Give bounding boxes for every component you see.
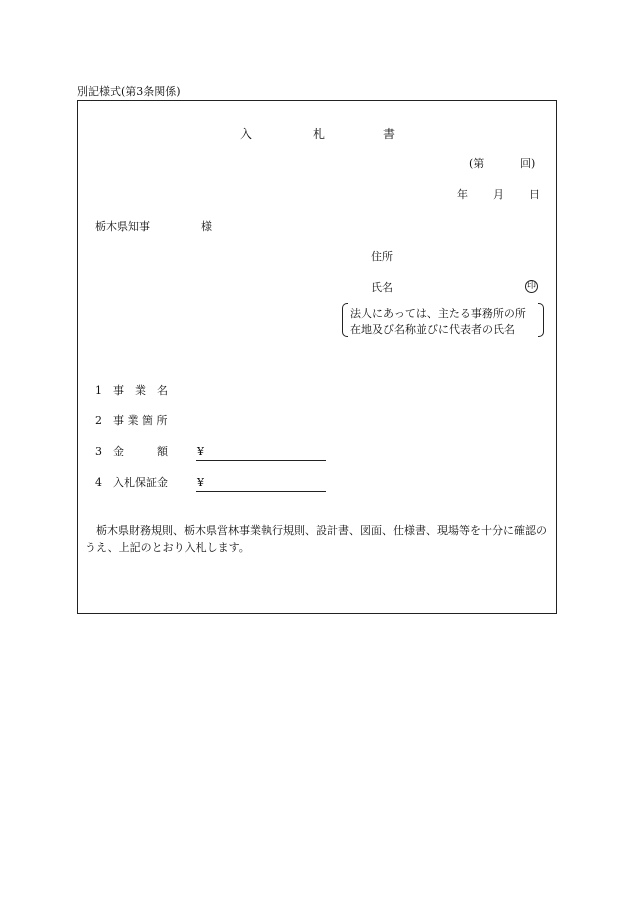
title-char-2: 札 (313, 127, 326, 141)
round-open: (第 (469, 157, 485, 170)
corporate-note (342, 302, 544, 338)
date-month: 月 (493, 188, 504, 201)
date-day: 日 (529, 188, 540, 201)
bracket-right (538, 303, 544, 337)
deposit-underline (196, 491, 326, 492)
item-1-number: 1 (95, 384, 102, 397)
item-4-label: 入札保証金 (113, 476, 168, 489)
item-4-yen: ¥ (197, 476, 204, 489)
addressee-honorific: 様 (201, 220, 212, 233)
item-1-label: 事 業 名 (113, 384, 168, 397)
note-line-1: 法人にあっては、主たる事務所の所 (350, 307, 526, 320)
note-line-2: 在地及び名称並びに代表者の氏名 (350, 323, 515, 336)
name-label: 氏名 (371, 281, 393, 294)
title-char-3: 書 (383, 127, 396, 141)
item-2-label: 事 業 箇 所 (113, 414, 168, 427)
bracket-left (342, 303, 348, 337)
title-char-1: 入 (240, 127, 253, 141)
item-4-number: 4 (95, 476, 102, 489)
item-3-label: 金 額 (113, 445, 168, 458)
item-3-number: 3 (95, 445, 102, 458)
addressee-name: 栃木県知事 (95, 220, 150, 233)
item-2-number: 2 (95, 414, 102, 427)
statement-text: 栃木県財務規則、栃木県営林事業執行規則、設計書、図面、仕様書、現場等を十分に確認のうえ、上記のとおり入札します。 (85, 524, 547, 554)
round-close: 回) (520, 157, 536, 170)
form-label: 別記様式(第3条関係) (77, 85, 181, 98)
item-3-yen: ¥ (197, 445, 204, 458)
date-year: 年 (457, 188, 468, 201)
seal-mark: 印 (526, 281, 536, 291)
amount-underline (196, 460, 326, 461)
address-label: 住所 (371, 250, 393, 263)
